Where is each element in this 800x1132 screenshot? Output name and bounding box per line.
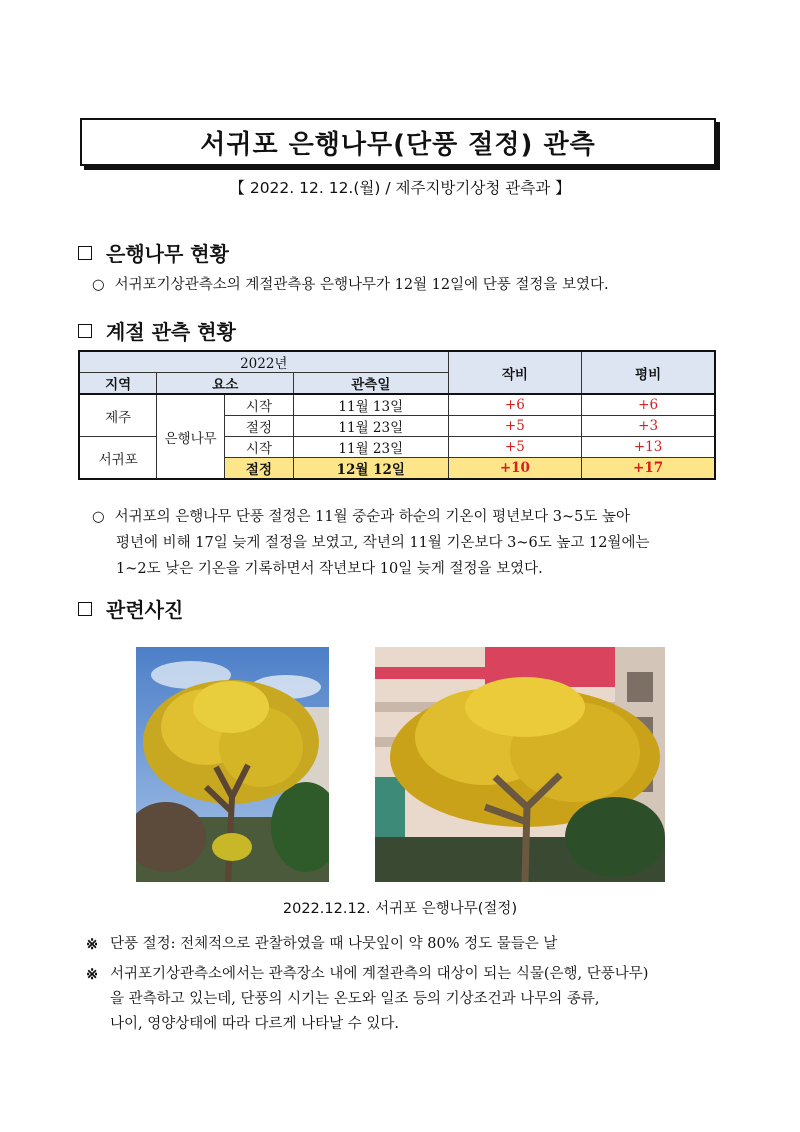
date-cell: 11월 23일 — [294, 416, 449, 437]
table-header-row — [79, 351, 715, 373]
ginkgo-tree-image — [136, 647, 329, 882]
ginkgo-photo-left — [136, 647, 329, 882]
ginkgo-photo-right — [375, 647, 665, 882]
document-title-text: 서귀포 은행나무(단풍 절정) 관측 — [200, 129, 596, 160]
ginkgo-tree-building-image — [375, 647, 665, 882]
year-header: 2022년 — [79, 351, 448, 373]
reference-mark: ※ — [86, 966, 99, 983]
analysis-line: 서귀포의 은행나무 단풍 절정은 11월 중순과 하순의 기온이 평년보다 3~5도 높아 — [114, 509, 631, 525]
normal-diff-cell: +13 — [582, 437, 715, 458]
phase-cell: 절정 — [224, 416, 293, 437]
reference-mark: ※ — [86, 936, 99, 953]
phase-cell: 절정 — [224, 458, 293, 480]
document-subtitle: 【 2022. 12. 12.(월) / 제주지방기상청 관측과 】 — [229, 179, 571, 197]
date-header: 관측일 — [294, 373, 449, 395]
section-heading-observation — [78, 316, 236, 345]
prev-diff-cell: +10 — [448, 458, 582, 480]
document-title — [80, 118, 716, 166]
prev-diff-cell: +5 — [448, 437, 582, 458]
prev-diff-cell: +6 — [448, 394, 582, 416]
footnote-line: 단풍 절정: 전체적으로 관찰하였을 때 나뭇잎이 약 80% 정도 물들은 날 — [110, 936, 558, 952]
region-cell: 서귀포 — [79, 437, 157, 480]
analysis-line: 1~2도 낮은 기온을 기록하면서 작년보다 10일 늦게 절정을 보였다. — [116, 561, 543, 577]
prev-year-header: 작비 — [448, 351, 582, 394]
observation-table — [78, 350, 716, 480]
date-cell: 12월 12일 — [294, 458, 449, 480]
analysis-line: 평년에 비해 17일 늦게 절정을 보였고, 작년의 11월 기온보다 3~6도 높고 12월에는 — [116, 535, 650, 551]
table-row — [79, 394, 715, 416]
photo-caption: 2022.12.12. 서귀포 은행나무(절정) — [282, 901, 518, 917]
footnote-observation — [86, 962, 648, 1037]
prev-diff-cell: +5 — [448, 416, 582, 437]
region-header: 지역 — [79, 373, 157, 395]
phase-cell: 시작 — [224, 394, 293, 416]
normal-diff-cell: +6 — [582, 394, 715, 416]
circle-bullet: ○ — [92, 509, 105, 525]
normal-diff-cell: +17 — [582, 458, 715, 480]
normal-year-header: 평비 — [582, 351, 715, 394]
date-cell: 11월 13일 — [294, 394, 449, 416]
circle-bullet: ○ — [92, 277, 105, 293]
section-heading-text: 은행나무 현황 — [106, 242, 229, 266]
element-cell: 은행나무 — [157, 394, 224, 479]
section-heading-status — [78, 238, 229, 267]
date-cell: 11월 23일 — [294, 437, 449, 458]
checkbox-square-icon — [78, 324, 92, 338]
section-heading-text: 관련사진 — [106, 598, 184, 622]
footnote-definition — [86, 932, 557, 957]
normal-diff-cell: +3 — [582, 416, 715, 437]
checkbox-square-icon — [78, 246, 92, 260]
analysis-paragraph — [92, 504, 649, 582]
status-paragraph — [92, 272, 609, 298]
section-heading-text: 계절 관측 현황 — [106, 320, 236, 344]
footnote-line: 나이, 영양상태에 따라 다르게 나타날 수 있다. — [110, 1016, 399, 1032]
footnote-line: 서귀포기상관측소에서는 관측장소 내에 계절관측의 대상이 되는 식물(은행, 단풍나무) — [110, 966, 649, 982]
footnote-line: 을 관측하고 있는데, 단풍의 시기는 온도와 일조 등의 기상조건과 나무의 종류, — [110, 991, 600, 1007]
phase-cell: 시작 — [224, 437, 293, 458]
checkbox-square-icon — [78, 602, 92, 616]
element-header: 요소 — [157, 373, 294, 395]
region-cell: 제주 — [79, 394, 157, 437]
section-heading-photos — [78, 594, 183, 623]
status-text: 서귀포기상관측소의 계절관측용 은행나무가 12월 12일에 단풍 절정을 보였다. — [114, 277, 609, 293]
